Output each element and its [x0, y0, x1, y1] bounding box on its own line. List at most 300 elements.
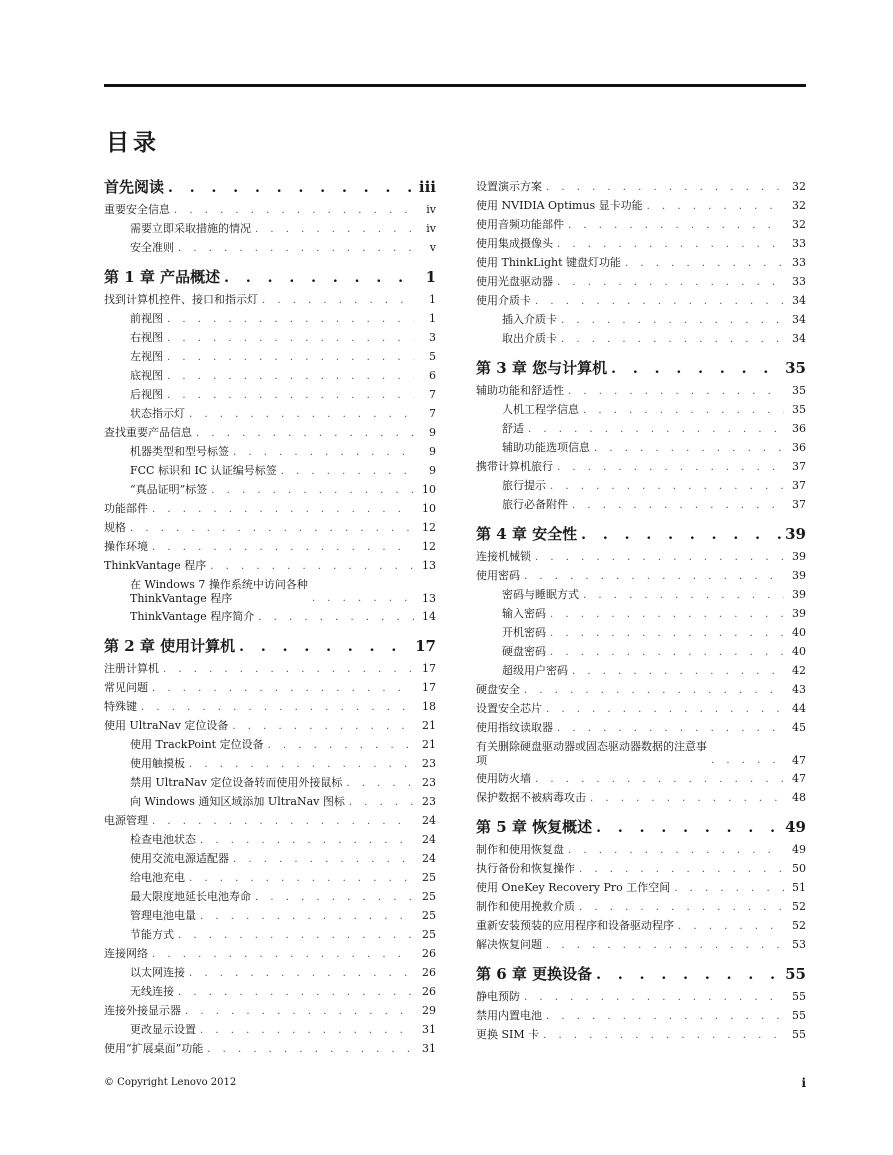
- toc-entry-title: 旅行必备附件: [502, 498, 568, 511]
- toc-entry-title: 操作环境: [104, 540, 148, 553]
- toc-entry[interactable]: [476, 401, 806, 420]
- toc-entry-title: 特殊键: [104, 700, 137, 713]
- toc-entry-title: 旅行提示: [502, 479, 546, 492]
- dot-leader: [258, 611, 414, 625]
- toc-entry[interactable]: [104, 367, 436, 386]
- toc-entry-page: 12: [422, 540, 436, 553]
- toc-entry-title: 检查电池状态: [130, 833, 196, 846]
- toc-entry[interactable]: [104, 405, 436, 424]
- toc-entry-page: 26: [422, 966, 436, 979]
- toc-entry-title: 有关删除硬盘驱动器或固态驱动器数据的注意事 项: [476, 740, 707, 767]
- dot-leader: [349, 796, 414, 810]
- toc-entry-page: 33: [792, 256, 806, 269]
- toc-entry-title: 右视图: [130, 331, 163, 344]
- toc-entry-page: 32: [792, 218, 806, 231]
- dot-leader: [524, 684, 784, 698]
- toc-entry-title: 给电池充电: [130, 871, 185, 884]
- toc-entry[interactable]: [104, 907, 436, 926]
- toc-entry[interactable]: [476, 1026, 806, 1045]
- dot-leader: [568, 385, 784, 399]
- toc-entry-page: 51: [792, 881, 806, 894]
- toc-entry-title: 使用 ThinkLight 键盘灯功能: [476, 256, 622, 269]
- toc-entry[interactable]: [476, 879, 806, 898]
- toc-chapter-entry[interactable]: [476, 955, 806, 988]
- toc-entry-title: 第 4 章 安全性: [476, 525, 578, 543]
- toc-entry-title: 注册计算机: [104, 662, 159, 675]
- toc-entry[interactable]: [476, 624, 806, 643]
- toc-entry-title: 取出介质卡: [502, 332, 557, 345]
- toc-entry-title: 使用指纹读取器: [476, 721, 553, 734]
- dot-leader: [557, 276, 784, 290]
- toc-entry[interactable]: [104, 443, 436, 462]
- toc-entry-page: 47: [792, 772, 806, 785]
- toc-entry[interactable]: [476, 254, 806, 273]
- toc-entry-title: 在 Windows 7 操作系统中访问各种 ThinkVantage 程序: [130, 578, 308, 605]
- dot-leader: [167, 389, 414, 403]
- toc-entry-title: 禁用 UltraNav 定位设备转而使用外接鼠标: [130, 776, 343, 789]
- toc-entry-page: 7: [429, 407, 436, 420]
- toc-entry[interactable]: [476, 330, 806, 349]
- toc-entry-title: 辅助功能和舒适性: [476, 384, 564, 397]
- dot-leader: [596, 819, 781, 838]
- toc-entry-page: 25: [422, 871, 436, 884]
- dot-leader: [583, 404, 784, 418]
- toc-entry-title: 输入密码: [502, 607, 546, 620]
- toc-entry[interactable]: [104, 481, 436, 500]
- dot-leader: [528, 423, 784, 437]
- dot-leader: [255, 891, 414, 905]
- toc-entry-page: 39: [792, 569, 806, 582]
- dot-leader: [163, 663, 414, 677]
- toc-entry-title: 舒适: [502, 422, 524, 435]
- toc-chapter-entry[interactable]: [104, 178, 436, 201]
- toc-entry-title: 人机工程学信息: [502, 403, 579, 416]
- toc-entry[interactable]: [476, 719, 806, 738]
- dot-leader: [550, 627, 784, 641]
- toc-entry[interactable]: [104, 983, 436, 1002]
- dot-leader: [185, 1005, 414, 1019]
- dot-leader: [535, 773, 784, 787]
- toc-entry[interactable]: [104, 831, 436, 850]
- dot-leader: [152, 541, 414, 555]
- toc-chapter-entry[interactable]: [104, 258, 436, 291]
- toc-entry[interactable]: [476, 439, 806, 458]
- toc-entry[interactable]: [104, 239, 436, 258]
- dot-leader: [550, 480, 784, 494]
- toc-entry[interactable]: [476, 789, 806, 808]
- toc-entry-page: 34: [792, 294, 806, 307]
- toc-entry[interactable]: [476, 292, 806, 311]
- toc-entry-title: 开机密码: [502, 626, 546, 639]
- toc-entry[interactable]: [476, 898, 806, 917]
- toc-entry[interactable]: [476, 1007, 806, 1026]
- toc-entry-page: 49: [792, 843, 806, 856]
- toc-entry-title: 使用音频功能部件: [476, 218, 564, 231]
- toc-entry-title: 找到计算机控件、接口和指示灯: [104, 293, 258, 306]
- toc-entry[interactable]: [476, 860, 806, 879]
- toc-entry-page: 17: [415, 637, 436, 655]
- toc-entry-page: 55: [792, 990, 806, 1003]
- toc-entry[interactable]: [104, 576, 436, 608]
- dot-leader: [546, 939, 784, 953]
- dot-leader: [167, 332, 414, 346]
- toc-entry[interactable]: [476, 496, 806, 515]
- toc-entry[interactable]: [104, 291, 436, 310]
- toc-entry[interactable]: [476, 586, 806, 605]
- dot-leader: [674, 882, 784, 896]
- toc-entry-title: ThinkVantage 程序: [104, 559, 207, 572]
- toc-entry-page: 1: [429, 312, 436, 325]
- toc-entry[interactable]: [104, 310, 436, 329]
- toc-entry-page: 13: [422, 592, 436, 605]
- dot-leader: [189, 872, 414, 886]
- dot-leader: [678, 920, 784, 934]
- toc-entry[interactable]: [104, 500, 436, 519]
- toc-entry[interactable]: [104, 201, 436, 220]
- toc-entry[interactable]: [104, 850, 436, 869]
- dot-leader: [583, 589, 784, 603]
- toc-entry[interactable]: [104, 888, 436, 907]
- dot-leader: [178, 242, 414, 256]
- toc-entry[interactable]: [104, 869, 436, 888]
- toc-entry-title: 超级用户密码: [502, 664, 568, 677]
- toc-entry-page: 25: [422, 928, 436, 941]
- toc-entry-page: 13: [422, 559, 436, 572]
- toc-entry[interactable]: [476, 458, 806, 477]
- dot-leader: [167, 313, 414, 327]
- header-rule: [104, 84, 806, 87]
- dot-leader: [152, 682, 414, 696]
- toc-entry[interactable]: [104, 945, 436, 964]
- toc-entry-page: 37: [792, 479, 806, 492]
- toc-entry[interactable]: [104, 964, 436, 983]
- dot-leader: [281, 465, 414, 479]
- toc-entry-title: 无线连接: [130, 985, 174, 998]
- toc-entry-page: 34: [792, 332, 806, 345]
- dot-leader: [178, 986, 414, 1000]
- toc-entry-title: 使用触摸板: [130, 757, 185, 770]
- toc-entry-title: 状态指示灯: [130, 407, 185, 420]
- toc-entry-page: 50: [792, 862, 806, 875]
- toc-entry[interactable]: [476, 738, 806, 770]
- toc-entry[interactable]: [476, 936, 806, 955]
- dot-leader: [211, 484, 414, 498]
- toc-entry-page: 37: [792, 498, 806, 511]
- toc-entry-title: 更换 SIM 卡: [476, 1028, 540, 1041]
- dot-leader: [561, 333, 784, 347]
- toc-entry-title: 使用 NVIDIA Optimus 显卡功能: [476, 199, 643, 212]
- toc-entry[interactable]: [104, 679, 436, 698]
- dot-leader: [189, 408, 414, 422]
- dot-leader: [557, 722, 784, 736]
- toc-entry-title: “真品证明”标签: [130, 483, 208, 496]
- toc-chapter-entry[interactable]: [104, 627, 436, 660]
- toc-entry-title: 解决恢复问题: [476, 938, 542, 951]
- toc-entry-title: 保护数据不被病毒攻击: [476, 791, 586, 804]
- toc-entry[interactable]: [476, 178, 806, 197]
- dot-leader: [189, 758, 414, 772]
- toc-entry-page: 23: [422, 757, 436, 770]
- toc-entry-page: 49: [785, 818, 806, 836]
- toc-entry[interactable]: [104, 519, 436, 538]
- dot-leader: [596, 966, 781, 985]
- dot-leader: [200, 834, 414, 848]
- toc-entry[interactable]: [104, 424, 436, 443]
- dot-leader: [572, 665, 784, 679]
- toc-entry-page: 21: [422, 719, 436, 732]
- toc-entry-title: 连接网络: [104, 947, 148, 960]
- toc-entry-title: 插入介质卡: [502, 313, 557, 326]
- dot-leader: [196, 427, 414, 441]
- toc-entry-page: 35: [792, 403, 806, 416]
- toc-entry[interactable]: [104, 1021, 436, 1040]
- toc-left-column: [104, 178, 436, 1059]
- dot-leader: [233, 853, 414, 867]
- toc-entry[interactable]: [104, 736, 436, 755]
- dot-leader: [189, 967, 414, 981]
- toc-entry-page: 23: [422, 795, 436, 808]
- toc-entry-title: 密码与睡眠方式: [502, 588, 579, 601]
- toc-entry-title: 第 1 章 产品概述: [104, 268, 221, 286]
- dot-leader: [210, 560, 414, 574]
- toc-entry-title: 使用 OneKey Recovery Pro 工作空间: [476, 881, 671, 894]
- toc-entry-title: 底视图: [130, 369, 163, 382]
- toc-entry-title: 后视图: [130, 388, 163, 401]
- toc-entry-page: 39: [785, 525, 806, 543]
- dot-leader: [152, 948, 414, 962]
- dot-leader: [207, 1043, 414, 1057]
- toc-entry[interactable]: [476, 917, 806, 936]
- toc-entry-page: 26: [422, 947, 436, 960]
- copyright-notice: © Copyright Lenovo 2012: [104, 1077, 237, 1088]
- toc-entry[interactable]: [104, 717, 436, 736]
- dot-leader: [130, 522, 414, 536]
- toc-entry[interactable]: [476, 311, 806, 330]
- toc-entry-title: 以太网连接: [130, 966, 185, 979]
- toc-entry-title: 使用“扩展桌面”功能: [104, 1042, 204, 1055]
- toc-entry-title: 需要立即采取措施的情况: [130, 222, 251, 235]
- toc-entry-title: 制作和使用恢复盘: [476, 843, 564, 856]
- toc-entry[interactable]: [104, 462, 436, 481]
- toc-entry-page: 33: [792, 237, 806, 250]
- toc-entry-page: 5: [429, 350, 436, 363]
- toc-entry-page: 35: [785, 359, 806, 377]
- toc-entry[interactable]: [476, 988, 806, 1007]
- toc-entry[interactable]: [476, 235, 806, 254]
- toc-entry-title: 使用光盘驱动器: [476, 275, 553, 288]
- toc-entry-page: 39: [792, 550, 806, 563]
- toc-entry-title: 使用交流电源适配器: [130, 852, 229, 865]
- toc-entry-title: 设置演示方案: [476, 180, 542, 193]
- toc-entry[interactable]: [476, 700, 806, 719]
- toc-entry[interactable]: [104, 1040, 436, 1059]
- toc-entry[interactable]: [476, 662, 806, 681]
- toc-entry-page: 23: [422, 776, 436, 789]
- toc-entry-page: 42: [792, 664, 806, 677]
- toc-entry-title: 使用集成摄像头: [476, 237, 553, 250]
- toc-entry-title: 使用防火墙: [476, 772, 531, 785]
- toc-entry[interactable]: [476, 841, 806, 860]
- toc-entry[interactable]: [104, 926, 436, 945]
- dot-leader: [568, 219, 784, 233]
- dot-leader: [579, 901, 784, 915]
- dot-leader: [590, 792, 784, 806]
- toc-entry-page: 39: [792, 607, 806, 620]
- toc-entry-page: 55: [792, 1009, 806, 1022]
- toc-entry-page: 1: [425, 268, 436, 286]
- toc-entry[interactable]: [476, 477, 806, 496]
- toc-entry[interactable]: [476, 273, 806, 292]
- toc-entry-title: 禁用内置电池: [476, 1009, 542, 1022]
- toc-entry-title: 查找重要产品信息: [104, 426, 192, 439]
- toc-chapter-entry[interactable]: [476, 349, 806, 382]
- toc-entry-page: 3: [429, 331, 436, 344]
- toc-entry[interactable]: [104, 348, 436, 367]
- dot-leader: [239, 638, 411, 657]
- toc-entry-title: 更改显示设置: [130, 1023, 196, 1036]
- dot-leader: [200, 910, 414, 924]
- toc-entry-page: 31: [422, 1023, 436, 1036]
- dot-leader: [546, 703, 784, 717]
- toc-entry-title: 制作和使用挽救介质: [476, 900, 575, 913]
- toc-entry[interactable]: [104, 660, 436, 679]
- dot-leader: [550, 608, 784, 622]
- toc-entry[interactable]: [476, 605, 806, 624]
- toc-entry[interactable]: [104, 557, 436, 576]
- toc-entry[interactable]: [476, 197, 806, 216]
- page-title: 目录: [106, 129, 160, 156]
- toc-entry-page: 37: [792, 460, 806, 473]
- toc-entry-page: 14: [422, 610, 436, 623]
- toc-entry[interactable]: [104, 774, 436, 793]
- toc-entry-page: 9: [429, 445, 436, 458]
- toc-entry-title: 重要安全信息: [104, 203, 170, 216]
- dot-leader: [141, 701, 414, 715]
- toc-entry-title: 规格: [104, 521, 126, 534]
- toc-entry[interactable]: [476, 770, 806, 789]
- toc-chapter-entry[interactable]: [476, 515, 806, 548]
- toc-entry-title: 首先阅读: [104, 178, 165, 196]
- dot-leader: [178, 929, 414, 943]
- toc-entry-page: 55: [792, 1028, 806, 1041]
- toc-entry-page: 43: [792, 683, 806, 696]
- toc-entry[interactable]: [476, 681, 806, 700]
- toc-entry-page: 48: [792, 791, 806, 804]
- toc-entry[interactable]: [476, 548, 806, 567]
- dot-leader: [174, 204, 414, 218]
- toc-entry[interactable]: [104, 755, 436, 774]
- toc-entry[interactable]: [104, 386, 436, 405]
- dot-leader: [346, 777, 414, 791]
- toc-entry[interactable]: [104, 329, 436, 348]
- toc-entry-title: ThinkVantage 程序简介: [130, 610, 255, 623]
- toc-entry-title: 使用 TrackPoint 定位设备: [130, 738, 264, 751]
- toc-entry-title: 静电预防: [476, 990, 520, 1003]
- toc-entry-title: 向 Windows 通知区域添加 UltraNav 图标: [130, 795, 345, 808]
- toc-entry-title: 左视图: [130, 350, 163, 363]
- toc-entry-page: 39: [792, 588, 806, 601]
- toc-entry-title: 安全准则: [130, 241, 174, 254]
- dot-leader: [255, 223, 414, 237]
- toc-entry-title: 第 3 章 您与计算机: [476, 359, 608, 377]
- toc-entry-page: 47: [792, 754, 806, 767]
- toc-entry[interactable]: [104, 538, 436, 557]
- dot-leader: [561, 314, 784, 328]
- toc-entry-page: 34: [792, 313, 806, 326]
- toc-entry-page: 52: [792, 900, 806, 913]
- dot-leader: [535, 295, 784, 309]
- toc-entry-title: 管理电池电量: [130, 909, 196, 922]
- toc-chapter-entry[interactable]: [476, 808, 806, 841]
- dot-leader: [524, 991, 784, 1005]
- toc-entry-page: 52: [792, 919, 806, 932]
- toc-entry-page: 10: [422, 502, 436, 515]
- toc-entry-page: iv: [426, 203, 436, 216]
- toc-entry-title: 电源管理: [104, 814, 148, 827]
- toc-entry-page: 9: [429, 426, 436, 439]
- toc-entry-title: 常见问题: [104, 681, 148, 694]
- toc-entry[interactable]: [104, 608, 436, 627]
- toc-entry[interactable]: [476, 567, 806, 586]
- toc-entry-page: 31: [422, 1042, 436, 1055]
- toc-entry-page: 24: [422, 852, 436, 865]
- toc-entry-page: 12: [422, 521, 436, 534]
- dot-leader: [268, 739, 414, 753]
- toc-entry-page: 35: [792, 384, 806, 397]
- toc-entry[interactable]: [476, 643, 806, 662]
- toc-entry-page: 40: [792, 645, 806, 658]
- toc-entry-title: 连接外接显示器: [104, 1004, 181, 1017]
- dot-leader: [611, 360, 781, 379]
- toc-entry-title: 使用 UltraNav 定位设备: [104, 719, 229, 732]
- toc-entry[interactable]: [104, 220, 436, 239]
- toc-entry-title: 使用密码: [476, 569, 520, 582]
- toc-entry[interactable]: [476, 216, 806, 235]
- dot-leader: [152, 503, 414, 517]
- toc-entry-title: 硬盘密码: [502, 645, 546, 658]
- toc-entry[interactable]: [104, 1002, 436, 1021]
- dot-leader: [535, 551, 784, 565]
- toc-entry[interactable]: [104, 793, 436, 812]
- toc-entry-title: FCC 标识和 IC 认证编号标签: [130, 464, 277, 477]
- toc-entry-page: 21: [422, 738, 436, 751]
- toc-entry[interactable]: [104, 698, 436, 717]
- toc-entry-title: 重新安装预装的应用程序和设备驱动程序: [476, 919, 674, 932]
- dot-leader: [262, 294, 414, 308]
- toc-entry-page: 32: [792, 199, 806, 212]
- toc-entry-title: 节能方式: [130, 928, 174, 941]
- page-number: i: [801, 1076, 806, 1090]
- toc-entry-page: 45: [792, 721, 806, 734]
- toc-entry-page: 36: [792, 441, 806, 454]
- dot-leader: [232, 720, 414, 734]
- toc-entry-page: 18: [422, 700, 436, 713]
- dot-leader: [200, 1024, 414, 1038]
- dot-leader: [167, 370, 414, 384]
- toc-entry[interactable]: [476, 382, 806, 401]
- dot-leader: [557, 238, 784, 252]
- toc-entry[interactable]: [476, 420, 806, 439]
- toc-entry-title: 前视图: [130, 312, 163, 325]
- toc-entry-page: 55: [785, 965, 806, 983]
- dot-leader: [224, 269, 414, 288]
- dot-leader: [312, 592, 414, 606]
- toc-entry-page: 17: [422, 681, 436, 694]
- toc-entry-title: 设置安全芯片: [476, 702, 542, 715]
- toc-entry-page: 17: [422, 662, 436, 675]
- toc-entry[interactable]: [104, 812, 436, 831]
- toc-entry-title: 最大限度地延长电池寿命: [130, 890, 251, 903]
